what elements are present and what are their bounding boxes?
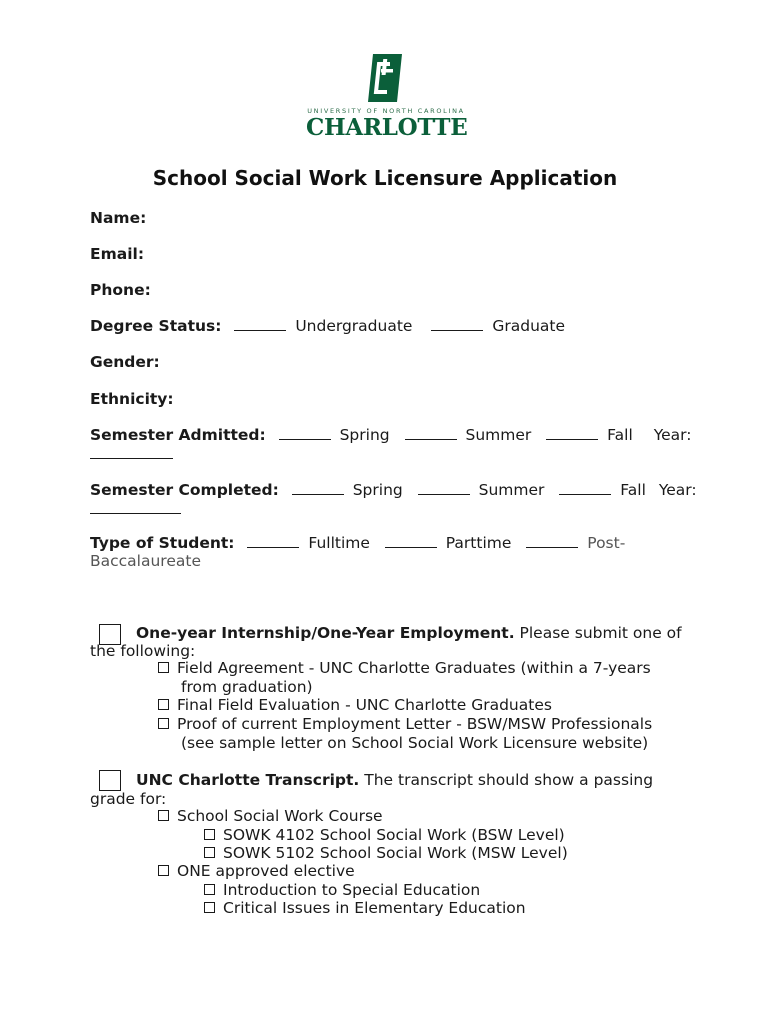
completed-spring-option: Spring [352,481,403,499]
undergraduate-blank[interactable] [234,317,286,331]
parttime-blank[interactable] [385,534,437,548]
course-item: SOWK 5102 School Social Work (MSW Level) [204,844,568,863]
completed-fall-option: Fall [620,481,646,499]
transcript-instruction: The transcript should show a passing [364,771,654,789]
internship-instruction: Please submit one of [519,624,682,642]
checkbox-icon[interactable] [204,884,215,895]
list-item-cont: (see sample letter on School Social Work Licensure website) [181,734,649,752]
completed-summer-option: Summer [478,481,545,499]
admitted-summer-blank[interactable] [405,426,457,440]
list-item: Final Field Evaluation - UNC Charlotte Graduates [158,696,552,715]
phone-label: Phone: [90,281,151,299]
internship-instruction-cont: the following: [90,642,196,660]
type-of-student-row [90,534,625,552]
completed-spring-blank[interactable] [292,481,344,495]
semester-admitted-row [90,426,691,444]
page-title: School Social Work Licensure Application [152,166,618,190]
admitted-year-label: Year: [653,426,692,444]
transcript-checkbox[interactable] [99,770,121,791]
completed-year-row [90,500,181,518]
parttime-option: Parttime [445,534,512,552]
transcript-instruction-cont: grade for: [90,790,167,808]
post-bacc-option: Post- [587,534,626,552]
elective-item: Introduction to Special Education [204,881,480,900]
degree-status-row [90,317,565,335]
post-bacc-blank[interactable] [526,534,578,548]
graduate-blank[interactable] [431,317,483,331]
list-item: Field Agreement - UNC Charlotte Graduates (within a 7-years [158,659,651,678]
fulltime-option: Fulltime [308,534,370,552]
admitted-summer-option: Summer [465,426,532,444]
admitted-fall-option: Fall [607,426,633,444]
completed-year-blank[interactable] [90,500,181,514]
gender-label: Gender: [90,353,160,371]
bullet-box-icon [158,662,169,673]
logo-university-text: UNIVERSITY OF NORTH CAROLINA [307,107,465,115]
completed-year-label: Year: [658,481,697,499]
type-of-student-label: Type of Student: [90,534,235,552]
bullet-box-icon [158,718,169,729]
bullet-box-icon [158,699,169,710]
logo-charlotte-text: CHARLOTTE [306,114,468,141]
name-label: Name: [90,209,147,227]
internship-heading: One-year Internship/One-Year Employment. [136,624,515,642]
admitted-year-row [90,445,173,463]
unc-charlotte-logo [306,52,466,144]
email-label: Email: [90,245,145,263]
transcript-heading: UNC Charlotte Transcript. [136,771,360,789]
completed-summer-blank[interactable] [418,481,470,495]
graduate-option: Graduate [492,317,565,335]
completed-fall-blank[interactable] [559,481,611,495]
charlotte-c-mark-icon [364,52,404,104]
fulltime-blank[interactable] [247,534,299,548]
bullet-box-icon [158,810,169,821]
elective-item: Critical Issues in Elementary Education [204,899,526,918]
admitted-year-blank[interactable] [90,445,173,459]
degree-status-label: Degree Status: [90,317,222,335]
baccalaureate-text: Baccalaureate [90,552,201,570]
checkbox-icon[interactable] [204,829,215,840]
list-item: Proof of current Employment Letter - BSW/MSW Professionals [158,715,652,734]
checkbox-icon[interactable] [204,902,215,913]
semester-completed-label: Semester Completed: [90,481,279,499]
course-item: SOWK 4102 School Social Work (BSW Level) [204,826,565,845]
list-item: ONE approved elective [158,862,355,881]
semester-completed-row [90,481,697,499]
transcript-heading-row [136,771,653,789]
admitted-fall-blank[interactable] [546,426,598,440]
admitted-spring-option: Spring [339,426,390,444]
bullet-box-icon [158,865,169,876]
list-item: School Social Work Course [158,807,383,826]
semester-admitted-label: Semester Admitted: [90,426,266,444]
internship-heading-row [136,624,682,642]
checkbox-icon[interactable] [204,847,215,858]
list-item-cont: from graduation) [181,678,313,696]
ethnicity-label: Ethnicity: [90,390,174,408]
admitted-spring-blank[interactable] [279,426,331,440]
undergraduate-option: Undergraduate [295,317,413,335]
